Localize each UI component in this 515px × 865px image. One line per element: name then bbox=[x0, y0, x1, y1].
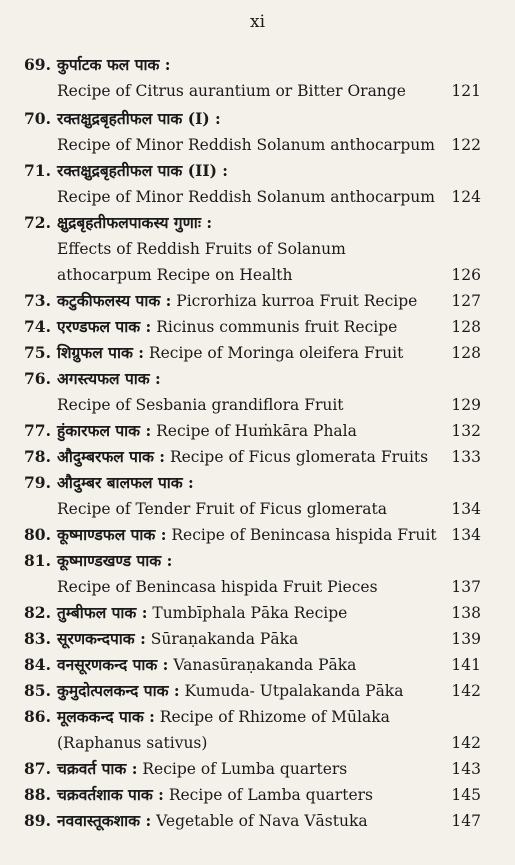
entry-number: 69. bbox=[24, 55, 51, 74]
entry-title: मूलककन्द पाक : bbox=[57, 707, 155, 726]
entry-title: रक्तक्षुद्रबृहतीफल पाक (II) : bbox=[57, 161, 229, 180]
toc-entry-81 bbox=[0, 548, 515, 574]
toc-entry-80 bbox=[0, 522, 515, 548]
entry-title: शिग्रुफल पाक : bbox=[57, 343, 144, 362]
entry-subtitle: Recipe of Benincasa hispida Fruit Pieces bbox=[57, 578, 378, 596]
entry-number: 83. bbox=[24, 629, 51, 648]
toc-entry-72-sub1 bbox=[0, 236, 515, 262]
entry-title: औदुम्बरफल पाक : bbox=[57, 447, 166, 466]
entry-subtitle: Recipe of Citrus aurantium or Bitter Orange bbox=[57, 82, 406, 100]
entry-page: 122 bbox=[451, 136, 481, 154]
entry-page: 134 bbox=[451, 500, 481, 518]
toc-entry-79-sub bbox=[0, 496, 515, 522]
entry-number: 70. bbox=[24, 109, 51, 128]
entry-number: 74. bbox=[24, 317, 51, 336]
entry-number: 86. bbox=[24, 707, 51, 726]
entry-page: 141 bbox=[451, 656, 481, 674]
entry-page: 143 bbox=[451, 760, 481, 778]
entry-page: 147 bbox=[451, 812, 481, 830]
toc-entry-79 bbox=[0, 470, 515, 496]
entry-page: 142 bbox=[451, 682, 481, 700]
entry-number: 82. bbox=[24, 603, 51, 622]
toc-entry-69 bbox=[0, 52, 515, 78]
entry-title: कुर्पाटक फल पाक : bbox=[57, 55, 171, 74]
toc-entry-72-sub2 bbox=[0, 262, 515, 288]
toc-entry-76-sub bbox=[0, 392, 515, 418]
entry-page: 126 bbox=[451, 266, 481, 284]
entry-title: वनसूरणकन्द पाक : bbox=[57, 655, 169, 674]
entry-number: 87. bbox=[24, 759, 51, 778]
toc-entry-75 bbox=[0, 340, 515, 366]
toc-entry-71 bbox=[0, 158, 515, 184]
entry-page: 129 bbox=[451, 396, 481, 414]
entry-title: कुमुदोत्पलकन्द पाक : bbox=[57, 681, 180, 700]
entry-page: 139 bbox=[451, 630, 481, 648]
entry-page: 124 bbox=[451, 188, 481, 206]
toc-entry-83 bbox=[0, 626, 515, 652]
toc-entry-76 bbox=[0, 366, 515, 392]
entry-page: 121 bbox=[451, 82, 481, 100]
entry-number: 88. bbox=[24, 785, 51, 804]
entry-number: 79. bbox=[24, 473, 51, 492]
entry-number: 71. bbox=[24, 161, 51, 180]
entry-page: 134 bbox=[451, 526, 481, 544]
entry-english: Vegetable of Nava Vāstuka bbox=[151, 812, 368, 830]
toc-entry-74 bbox=[0, 314, 515, 340]
entry-title: रक्तक्षुद्रबृहतीफल पाक (I) : bbox=[57, 109, 221, 128]
entry-number: 80. bbox=[24, 525, 51, 544]
entry-english: Recipe of Moringa oleifera Fruit bbox=[144, 344, 404, 362]
toc-entry-85 bbox=[0, 678, 515, 704]
entry-title: नववास्तूकशाक : bbox=[57, 811, 152, 830]
toc-entry-88 bbox=[0, 782, 515, 808]
toc-entry-70 bbox=[0, 106, 515, 132]
entry-english: Ricinus communis fruit Recipe bbox=[151, 318, 398, 336]
toc-entry-72 bbox=[0, 210, 515, 236]
entry-page: 127 bbox=[451, 292, 481, 310]
entry-number: 81. bbox=[24, 551, 51, 570]
entry-page: 142 bbox=[451, 734, 481, 752]
toc-entry-89 bbox=[0, 808, 515, 834]
toc-entry-84 bbox=[0, 652, 515, 678]
entry-english: Picrorhiza kurroa Fruit Recipe bbox=[171, 292, 418, 310]
entry-number: 84. bbox=[24, 655, 51, 674]
entry-subtitle: Recipe of Minor Reddish Solanum anthocarpum bbox=[57, 188, 435, 206]
entry-page: 137 bbox=[451, 578, 481, 596]
entry-title: कटुकीफलस्य पाक : bbox=[57, 291, 172, 310]
entry-page: 128 bbox=[451, 318, 481, 336]
entry-english: Recipe of Rhizome of Mūlaka bbox=[154, 708, 390, 726]
entry-english: Sūraṇakanda Pāka bbox=[145, 630, 299, 648]
toc-entry-71-sub bbox=[0, 184, 515, 210]
entry-number: 89. bbox=[24, 811, 51, 830]
toc-entry-81-sub bbox=[0, 574, 515, 600]
toc-entry-86-sub bbox=[0, 730, 515, 756]
entry-subtitle: Effects of Reddish Fruits of Solanum bbox=[57, 240, 346, 258]
entry-number: 72. bbox=[24, 213, 51, 232]
toc-entry-78 bbox=[0, 444, 515, 470]
entry-english: Recipe of Benincasa hispida Fruit bbox=[166, 526, 437, 544]
entry-number: 73. bbox=[24, 291, 51, 310]
entry-number: 75. bbox=[24, 343, 51, 362]
page-number: xi bbox=[249, 12, 266, 32]
entry-title: चक्रवर्तशाक पाक : bbox=[57, 785, 164, 804]
entry-title: औदुम्बर बालफल पाक : bbox=[57, 473, 194, 492]
entry-page: 132 bbox=[451, 422, 481, 440]
toc-entry-73 bbox=[0, 288, 515, 314]
entry-title: हुंकारफल पाक : bbox=[57, 421, 152, 440]
entry-english: Recipe of Lumba quarters bbox=[137, 760, 348, 778]
entry-title: अगस्त्यफल पाक : bbox=[57, 369, 161, 388]
entry-subtitle: Recipe of Sesbania grandiflora Fruit bbox=[57, 396, 344, 414]
entry-title: कूष्माण्डफल पाक : bbox=[57, 525, 167, 544]
entry-number: 78. bbox=[24, 447, 51, 466]
entry-english: Kumuda- Utpalakanda Pāka bbox=[179, 682, 404, 700]
entry-title: सूरणकन्दपाक : bbox=[57, 629, 146, 648]
entry-english: Recipe of Ficus glomerata Fruits bbox=[165, 448, 429, 466]
entry-english: Recipe of Huṁkāra Phala bbox=[151, 422, 357, 440]
entry-subtitle: athocarpum Recipe on Health bbox=[57, 266, 293, 284]
toc-entry-87 bbox=[0, 756, 515, 782]
entry-number: 76. bbox=[24, 369, 51, 388]
entry-subtitle: Recipe of Minor Reddish Solanum anthocarpum bbox=[57, 136, 435, 154]
entry-page: 133 bbox=[451, 448, 481, 466]
entry-title: चक्रवर्त पाक : bbox=[57, 759, 138, 778]
entry-english: Vanasūraṇakanda Pāka bbox=[168, 656, 357, 674]
entry-page: 128 bbox=[451, 344, 481, 362]
toc-entry-77 bbox=[0, 418, 515, 444]
entry-title: कूष्माण्डखण्ड पाक : bbox=[57, 551, 173, 570]
toc-entry-82 bbox=[0, 600, 515, 626]
entry-subtitle: Recipe of Tender Fruit of Ficus glomerata bbox=[57, 500, 387, 518]
toc-entry-86 bbox=[0, 704, 515, 730]
entry-page: 145 bbox=[451, 786, 481, 804]
toc-entry-69-sub bbox=[0, 78, 515, 104]
entry-english: Recipe of Lamba quarters bbox=[163, 786, 373, 804]
toc-entry-70-sub bbox=[0, 132, 515, 158]
entry-title: एरण्डफल पाक : bbox=[57, 317, 152, 336]
entry-title: क्षुद्रबृहतीफलपाकस्य गुणाः : bbox=[57, 213, 213, 232]
entry-page: 138 bbox=[451, 604, 481, 622]
entry-subtitle: (Raphanus sativus) bbox=[57, 734, 208, 752]
entry-number: 85. bbox=[24, 681, 51, 700]
entry-english: Tumbīphala Pāka Recipe bbox=[147, 604, 348, 622]
entry-number: 77. bbox=[24, 421, 51, 440]
entry-title: तुम्बीफल पाक : bbox=[57, 603, 148, 622]
